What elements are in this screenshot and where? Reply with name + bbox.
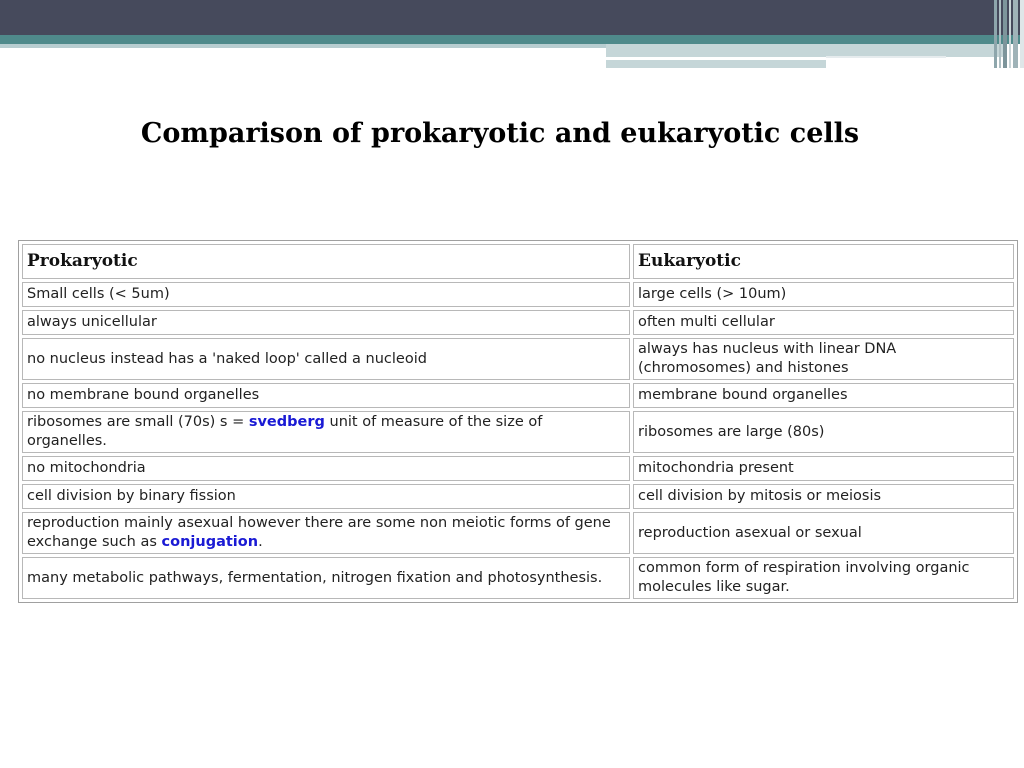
header-stripes [994,0,1024,68]
table-cell-eukaryotic: cell division by mitosis or meiosis [633,484,1014,509]
table-cell-eukaryotic: often multi cellular [633,310,1014,335]
table-row [22,310,1014,335]
table-cell-eukaryotic: mitochondria present [633,456,1014,481]
table-cell-prokaryotic: no nucleus instead has a 'naked loop' called a nucleoid [22,338,630,380]
conjugation-link[interactable]: conjugation [161,534,259,550]
table-row [22,383,1014,408]
header-light-bar [0,44,606,48]
table-cell-prokaryotic: cell division by binary fission [22,484,630,509]
header-light-bar [606,44,1006,57]
table-cell-eukaryotic: always has nucleus with linear DNA (chromosomes) and histones [633,338,1014,380]
slide-title: Comparison of prokaryotic and eukaryotic cells [140,118,860,149]
table-row [22,512,1014,554]
table-cell-eukaryotic: large cells (> 10um) [633,282,1014,307]
table-cell-prokaryotic [22,512,630,554]
table-cell-prokaryotic [22,411,630,453]
column-header-eukaryotic: Eukaryotic [633,244,1014,279]
header-teal-bar [0,35,1024,44]
cell-text: unit of measure of the size of organelles. [27,414,543,449]
table-cell-eukaryotic: ribosomes are large (80s) [633,411,1014,453]
table-row [22,557,1014,599]
cell-text: reproduction mainly asexual however there are some non meiotic forms of gene exchange such as [27,515,611,550]
table-cell-eukaryotic: common form of respiration involving organic molecules like sugar. [633,557,1014,599]
table-cell-eukaryotic: reproduction asexual or sexual [633,512,1014,554]
table-cell-prokaryotic: Small cells (< 5um) [22,282,630,307]
cell-text: . [258,534,263,550]
table-cell-eukaryotic: membrane bound organelles [633,383,1014,408]
table-row [22,338,1014,380]
comparison-table [18,240,1018,603]
comparison-table-container [18,240,1018,603]
table-cell-prokaryotic: many metabolic pathways, fermentation, nitrogen fixation and photosynthesis. [22,557,630,599]
table-row [22,484,1014,509]
table-cell-prokaryotic: no mitochondria [22,456,630,481]
header-divider-line [826,56,946,58]
table-header-row [22,244,1014,279]
header-light-bar [606,60,826,68]
cell-text: ribosomes are small (70s) s = [27,414,249,430]
table-cell-prokaryotic: no membrane bound organelles [22,383,630,408]
column-header-prokaryotic: Prokaryotic [22,244,630,279]
table-row [22,282,1014,307]
table-row [22,411,1014,453]
svedberg-link[interactable]: svedberg [248,414,325,430]
header-dark-bar [0,0,1024,35]
table-row [22,456,1014,481]
table-cell-prokaryotic: always unicellular [22,310,630,335]
